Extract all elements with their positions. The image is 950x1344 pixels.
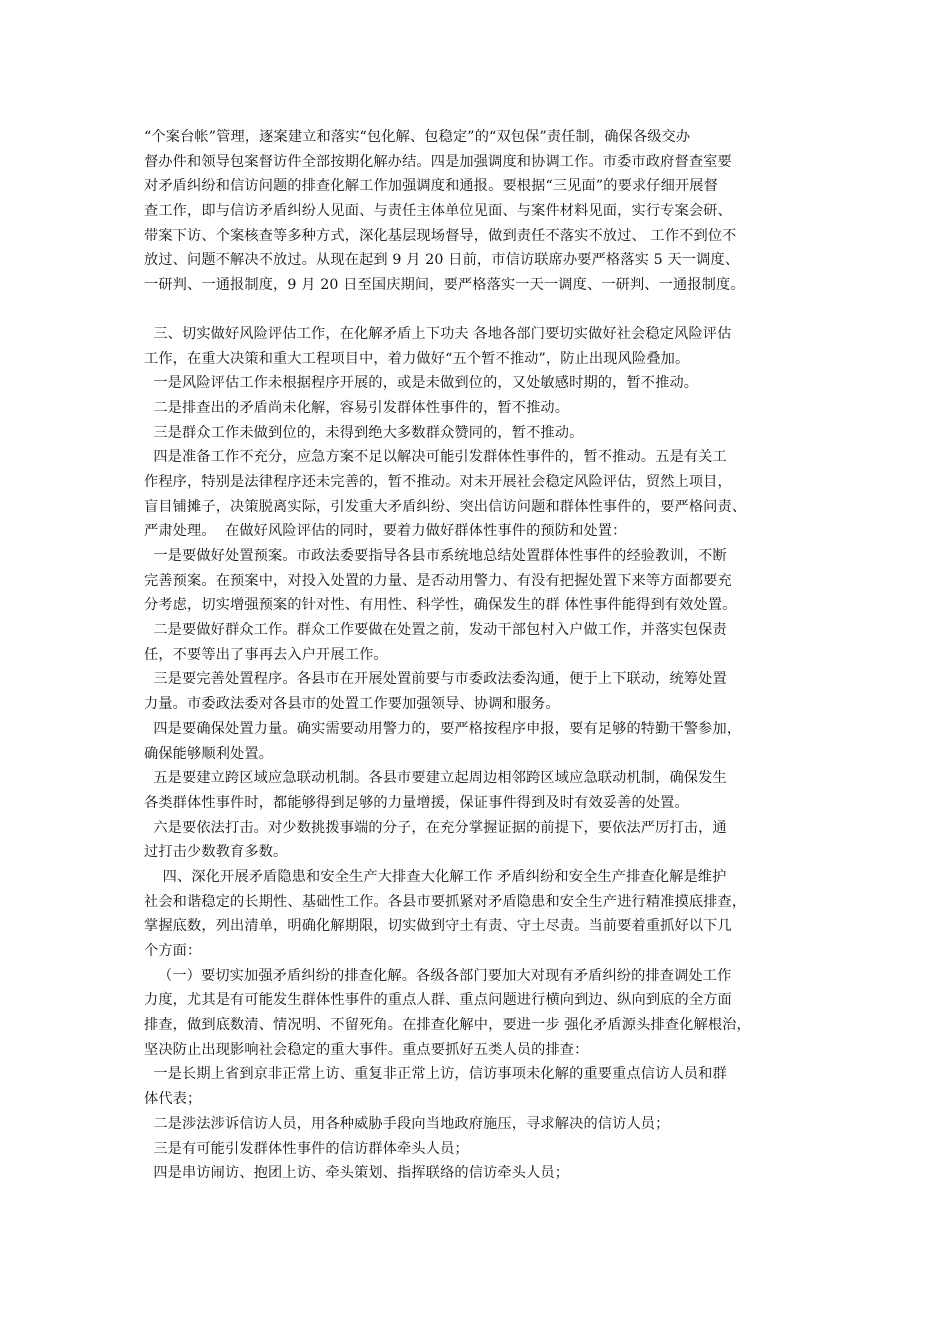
text-line: 个方面： xyxy=(144,943,202,959)
paragraph-gap xyxy=(144,298,810,322)
text-line: 三是要完善处置程序。各县市在开展处置前要与市委政法委沟通，便于上下联动，统筹处置 xyxy=(144,671,727,688)
text-line: 分考虑，切实增强预案的针对性、有用性、科学性，确保发生的群 体性事件能得到有效处置。 xyxy=(144,597,737,614)
text-line: 六是要依法打击。对少数挑拨事端的分子，在充分掌握证据的前提下，要依法严厉打击，通 xyxy=(144,819,727,836)
text-line: 对矛盾纠纷和信访问题的排查化解工作加强调度和通报。要根据“三见面”的要求仔细开展督 xyxy=(144,178,718,195)
text-line: 力度，尤其是有可能发生群体性事件的重点人群、重点问题进行横向到边、纵向到底的全方面 xyxy=(144,992,732,1009)
section-heading-line: 三、切实做好风险评估工作，在化解矛盾上下功夫 各地各部门要切实做好社会稳定风险评估 xyxy=(144,325,732,342)
text-line: 一是风险评估工作未根据程序开展的，或是未做到位的，又处敏感时期的，暂不推动。 xyxy=(144,375,699,392)
text-line: 工作，在重大决策和重大工程项目中，着力做好“五个暂不推动”，防止出现风险叠加。 xyxy=(144,350,690,367)
text-line: 作程序，特别是法律程序还未完善的，暂不推动。对未开展社会稳定风险评估，贸然上项目， xyxy=(144,473,732,490)
section-heading-line: 四、深化开展矛盾隐患和安全生产大排查大化解工作 矛盾纠纷和安全生产排查化解是维护 xyxy=(144,868,727,885)
text-line: 一是要做好处置预案。市政法委要指导各县市系统地总结处置群体性事件的经验教训，不断 xyxy=(144,548,727,564)
text-line: 三是有可能引发群体性事件的信访群体牵头人员； xyxy=(144,1140,469,1157)
text-line: 各类群体性事件时，都能够得到足够的力量增援，保证事件得到及时有效妥善的处置。 xyxy=(144,794,689,811)
text-line: 掌握底数，列出清单，明确化解期限，切实做到守土有责、守土尽责。当前要着重抓好以下几 xyxy=(144,918,732,935)
text-line: 任，不要等出了事再去入户开展工作。 xyxy=(144,646,388,663)
text-line: 督办件和领导包案督访件全部按期化解办结。四是加强调度和协调工作。市委市政府督查室要 xyxy=(144,153,732,170)
text-line: 一是长期上省到京非正常上访、重复非正常上访，信访事项未化解的重要重点信访人员和群 xyxy=(144,1066,727,1083)
text-line: 体代表； xyxy=(144,1091,202,1108)
text-line: 二是排查出的矛盾尚未化解，容易引发群体性事件的，暂不推动。 xyxy=(144,399,570,416)
text-line: （一）要切实加强矛盾纠纷的排查化解。各级各部门要加大对现有矛盾纠纷的排查调处工作 xyxy=(144,967,732,984)
text-line: 排查，做到底数清、情况明、不留死角。在排查化解中，要进一步 强化矛盾源头排查化解根治， xyxy=(144,1017,751,1034)
text-line: 放过、问题不解决不放过。从现在起到 9 月 20 日前，市信访联席办要严格落实 5 天一调度、 xyxy=(144,252,740,269)
text-line: 四是要确保处置力量。确实需要动用警力的，要严格按程序申报，要有足够的特勤干警参加， xyxy=(144,720,742,737)
text-line: 四是准备工作不充分，应急方案不足以解决可能引发群体性事件的，暂不推动。五是有关工 xyxy=(144,449,727,466)
text-line: 五是要建立跨区域应急联动机制。各县市要建立起周边相邻跨区域应急联动机制，确保发生 xyxy=(144,770,727,787)
text-line: 查工作，即与信访矛盾纠纷人见面、与责任主体单位见面、与案件材料见面，实行专案会研、 xyxy=(144,203,732,220)
text-line: 确保能够顺利处置。 xyxy=(144,745,274,762)
text-line: 盲目铺摊子，决策脱离实际，引发重大矛盾纠纷、突出信访问题和群体性事件的，要严格问责、 xyxy=(144,498,747,515)
text-line: 坚决防止出现影响社会稳定的重大事件。重点要抓好五类人员的排查： xyxy=(144,1041,589,1058)
text-line: 严肃处理。 在做好风险评估的同时，要着力做好群体性事件的预防和处置： xyxy=(144,523,627,540)
document-page xyxy=(144,125,810,1186)
text-line: 一研判、一通报制度，9 月 20 日至国庆期间，要严格落实一天一调度、一研判、一通报制度。 xyxy=(144,277,745,294)
text-line: “个案台帐”管理，逐案建立和落实“包化解、包稳定”的“双包保”责任制，确保各级交办 xyxy=(144,129,691,145)
text-line: 社会和谐稳定的长期性、基础性工作。各县市要抓紧对矛盾隐患和安全生产进行精准摸底排查， xyxy=(144,893,747,910)
text-line: 带案下访、个案核查等多种方式，深化基层现场督导，做到责任不落实不放过、 工作不到位不 xyxy=(144,227,737,244)
text-line: 完善预案。在预案中，对投入处置的力量、是否动用警力、有没有把握处置下来等方面都要充 xyxy=(144,572,732,589)
text-line: 四是串访闹访、抱团上访、牵头策划、指挥联络的信访牵头人员； xyxy=(144,1165,570,1182)
text-line: 三是群众工作未做到位的，未得到绝大多数群众赞同的，暂不推动。 xyxy=(144,424,584,441)
text-line: 力量。市委政法委对各县市的处置工作要加强领导、协调和服务。 xyxy=(144,696,560,713)
text-line: 二是涉法涉诉信访人员，用各种威胁手段向当地政府施压，寻求解决的信访人员； xyxy=(144,1115,670,1132)
text-line: 二是要做好群众工作。群众工作要做在处置之前，发动干部包村入户做工作，并落实包保责 xyxy=(144,622,727,639)
text-line: 过打击少数教育多数。 xyxy=(144,844,288,861)
